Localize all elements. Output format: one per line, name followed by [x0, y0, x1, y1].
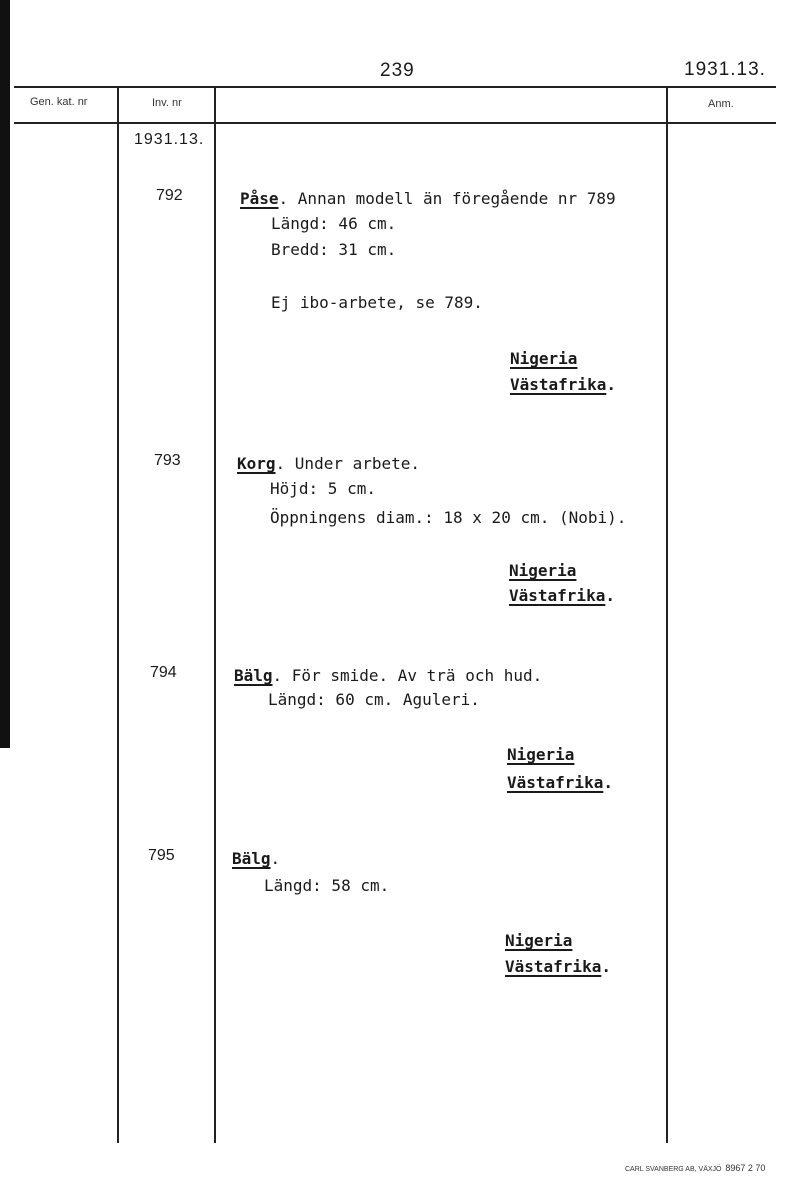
entry-detail: Höjd: 5 cm. — [270, 479, 376, 498]
entry-title-line — [232, 849, 280, 868]
entry-detail: Längd: 46 cm. — [271, 214, 397, 233]
place-country: Nigeria — [510, 349, 578, 368]
printer-imprint — [625, 1163, 765, 1173]
entry-title-rest: . Annan modell än föregående nr 789 — [278, 189, 616, 208]
entry-title-rest: . — [270, 849, 281, 868]
ledger-label: 1931.13. — [134, 131, 205, 148]
column-header-inv: Inv. nr — [152, 97, 182, 109]
place-region: Västafrika. — [505, 957, 611, 976]
place-region: Västafrika. — [509, 586, 615, 605]
entry-title-line — [240, 189, 616, 208]
header-bottom-rule — [14, 122, 776, 124]
column-divider-1 — [117, 86, 119, 1143]
entry-title-line — [237, 454, 420, 473]
inventory-number: 793 — [154, 452, 181, 469]
place-country: Nigeria — [509, 561, 577, 580]
inventory-number: 795 — [148, 847, 175, 864]
inventory-number: 792 — [156, 187, 183, 204]
header-top-rule — [14, 86, 776, 88]
page-number: 239 — [380, 60, 415, 81]
column-header-anm: Anm. — [708, 98, 734, 110]
column-divider-3 — [666, 86, 668, 1143]
ledger-year: 1931.13. — [684, 59, 766, 80]
form-code: 8967 2 70 — [725, 1163, 766, 1173]
entry-detail: Bredd: 31 cm. — [271, 240, 397, 259]
entry-title-rest: . För smide. Av trä och hud. — [272, 666, 543, 685]
entry-title: Korg — [237, 454, 276, 473]
place-country: Nigeria — [505, 931, 573, 950]
column-divider-2 — [214, 86, 216, 1143]
left-margin-bar — [0, 0, 10, 748]
entry-title-rest: . Under arbete. — [275, 454, 421, 473]
entry-title-line — [234, 666, 542, 685]
entry-detail: Öppningens diam.: 18 x 20 cm. (Nobi). — [270, 508, 627, 527]
entry-detail: Ej ibo-arbete, se 789. — [271, 293, 483, 312]
inventory-number: 794 — [150, 664, 177, 681]
place-country: Nigeria — [507, 745, 575, 764]
printer-name: CARL SVANBERG AB, VÄXJÖ — [625, 1166, 722, 1173]
column-header-gen-kat: Gen. kat. nr — [30, 96, 88, 108]
entry-title: Bälg — [234, 666, 273, 685]
entry-title: Påse — [240, 189, 279, 208]
entry-title: Bälg — [232, 849, 271, 868]
entry-detail: Längd: 60 cm. Aguleri. — [268, 690, 480, 709]
place-region: Västafrika. — [510, 375, 616, 394]
place-region: Västafrika. — [507, 773, 613, 792]
entry-detail: Längd: 58 cm. — [264, 876, 390, 895]
